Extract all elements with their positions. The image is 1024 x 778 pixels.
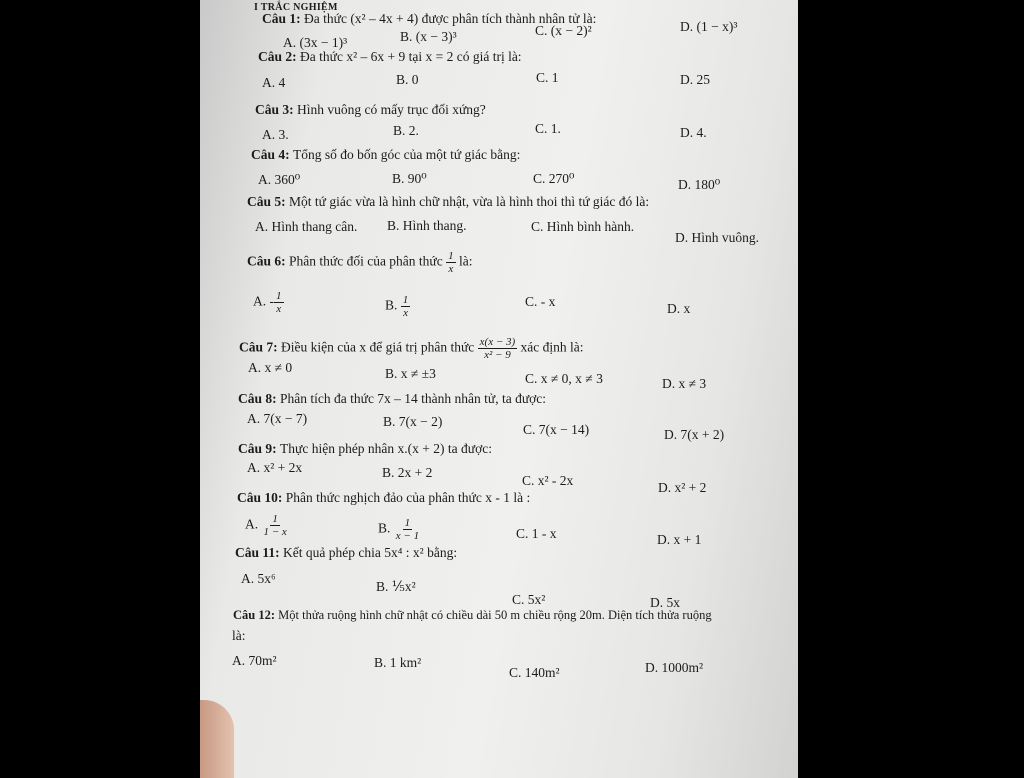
option-10-A [245, 513, 289, 538]
option-1-B: B. (x − 3)³ [400, 29, 457, 44]
option-9-D: D. x² + 2 [658, 480, 707, 495]
question-text: Điều kiện của x để giá trị phân thức [281, 339, 478, 355]
option-9-C: C. x² - 2x [522, 473, 574, 488]
option-1-C: C. (x − 2)² [535, 23, 592, 38]
question-text-after: xác định là: [517, 339, 584, 355]
question-label: Câu 4: [251, 147, 294, 162]
option-prefix: B. [378, 520, 394, 536]
question-text: Một thửa ruộng hình chữ nhật có chiều dài 50 m chiều rộng 20m. Diện tích thửa ruộng [278, 608, 712, 622]
option-fraction-denominator: x − 1 [395, 530, 420, 542]
option-prefix: B. [385, 297, 401, 313]
option-10-C: C. 1 - x [516, 526, 557, 541]
option-3-B: B. 2. [393, 123, 419, 138]
question-text: Hình vuông có mấy trục đối xứng? [297, 102, 486, 117]
question-label: Câu 3: [255, 102, 298, 117]
option-prefix: A. [245, 516, 262, 532]
option-fraction-denominator: x [403, 307, 408, 319]
question-label: Câu 1: [262, 11, 305, 26]
question-10 [237, 491, 530, 505]
question-label: Câu 2: [258, 49, 301, 64]
option-6-C: C. - x [525, 294, 556, 309]
option-5-C: C. Hình bình hành. [531, 219, 635, 234]
section-header: I TRẮC NGHIỆM [254, 2, 338, 13]
question-fraction [446, 250, 456, 275]
option-5-A: A. Hình thang cân. [255, 219, 358, 234]
option-fraction-numerator: 1 [404, 517, 411, 529]
option-7-B: B. x ≠ ±3 [385, 366, 436, 381]
option-fraction-numerator: 1 [272, 513, 278, 525]
question-8 [238, 392, 546, 406]
option-2-D: D. 25 [680, 72, 710, 87]
option-9-B: B. 2x + 2 [382, 465, 433, 480]
option-fraction [274, 290, 284, 315]
option-11-A: A. 5x⁶ [241, 571, 276, 586]
option-fraction-denominator: x [276, 303, 282, 315]
question-text: Phân thức nghịch đảo của phân thức x - 1 là : [285, 490, 531, 505]
option-3-C: C. 1. [535, 121, 561, 136]
question-label: Câu 7: [239, 339, 282, 355]
option-12-C: C. 140m² [509, 665, 560, 680]
option-2-C: C. 1 [536, 70, 559, 85]
option-fraction [394, 517, 421, 542]
question-3 [255, 103, 486, 117]
option-3-A: A. 3. [262, 127, 289, 142]
question-label: Câu 11: [235, 545, 284, 560]
question-label: Câu 8: [238, 391, 281, 406]
option-fraction-denominator: 1 − x [263, 526, 287, 538]
question-text-after: là: [455, 253, 473, 269]
question-text: Đa thức x² – 6x + 9 tại x = 2 có giá trị là: [300, 49, 522, 64]
question-text: Tổng số đo bốn góc của một tứ giác bằng: [293, 147, 521, 162]
option-7-D: D. x ≠ 3 [662, 376, 707, 391]
option-4-C: C. 270⁰ [533, 171, 575, 186]
option-7-C: C. x ≠ 0, x ≠ 3 [525, 371, 603, 386]
question-fraction-denominator: x [448, 263, 454, 275]
question-text: Phân thức đối của phân thức [289, 253, 447, 269]
option-11-D: D. 5x [650, 595, 680, 610]
option-8-B: B. 7(x − 2) [383, 414, 443, 429]
option-4-A: A. 360⁰ [258, 172, 301, 187]
option-10-D: D. x + 1 [657, 532, 702, 547]
option-fraction [401, 294, 411, 319]
option-fraction-numerator: 1 [276, 290, 282, 302]
question-text: Phân tích đa thức 7x – 14 thành nhân tử, ta được: [280, 391, 547, 406]
option-2-A: A. 4 [262, 75, 286, 90]
question-label: Câu 12: [233, 608, 279, 622]
question-7 [239, 336, 584, 361]
question-fraction-numerator: 1 [448, 250, 454, 262]
question-12 [233, 609, 712, 622]
option-5-B: B. Hình thang. [387, 218, 467, 233]
option-12-D: D. 1000m² [645, 660, 704, 675]
option-fraction-numerator: 1 [402, 294, 409, 306]
question-fraction-denominator: x² − 9 [484, 349, 511, 361]
question-11 [235, 546, 457, 560]
option-fraction [262, 513, 289, 538]
question-label: Câu 10: [237, 490, 286, 505]
option-8-D: D. 7(x + 2) [664, 427, 725, 442]
option-7-A: A. x ≠ 0 [248, 360, 293, 375]
option-3-D: D. 4. [680, 125, 707, 140]
question-fraction-numerator: x(x − 3) [479, 336, 516, 348]
question-label: Câu 6: [247, 253, 290, 269]
option-4-B: B. 90⁰ [392, 171, 427, 186]
option-prefix: A. - [253, 293, 274, 309]
option-12-B: B. 1 km² [374, 655, 422, 670]
question-6 [247, 250, 473, 275]
question-fraction [478, 336, 518, 361]
question-5 [247, 195, 649, 209]
question-text: Đa thức (x² – 4x + 4) được phân tích thành nhân tử là: [304, 11, 597, 26]
question-12-line2: là: [232, 628, 246, 643]
option-8-A: A. 7(x − 7) [247, 411, 308, 426]
question-text: Kết quả phép chia 5x⁴ : x² bằng: [283, 545, 458, 560]
question-4 [251, 148, 520, 162]
question-label: Câu 9: [238, 441, 281, 456]
option-6-D: D. x [667, 301, 691, 316]
option-2-B: B. 0 [396, 72, 419, 87]
option-5-D: D. Hình vuông. [675, 230, 759, 245]
option-1-D: D. (1 − x)³ [680, 19, 738, 34]
option-1-A: A. (3x − 1)³ [283, 35, 348, 50]
question-text: Một tứ giác vừa là hình chữ nhật, vừa là hình thoi thì tứ giác đó là: [289, 194, 650, 209]
question-2 [258, 50, 522, 64]
question-label: Câu 5: [247, 194, 290, 209]
option-11-C: C. 5x² [512, 592, 546, 607]
question-9 [238, 442, 492, 456]
option-10-B [378, 517, 421, 542]
option-9-A: A. x² + 2x [247, 460, 303, 475]
option-8-C: C. 7(x − 14) [523, 422, 590, 437]
question-text: Thực hiện phép nhân x.(x + 2) ta được: [280, 441, 492, 456]
option-11-B: B. ⅕x² [376, 579, 416, 594]
option-6-B [385, 294, 410, 319]
option-6-A [253, 290, 284, 315]
option-4-D: D. 180⁰ [678, 177, 721, 192]
option-12-A: A. 70m² [232, 653, 277, 668]
